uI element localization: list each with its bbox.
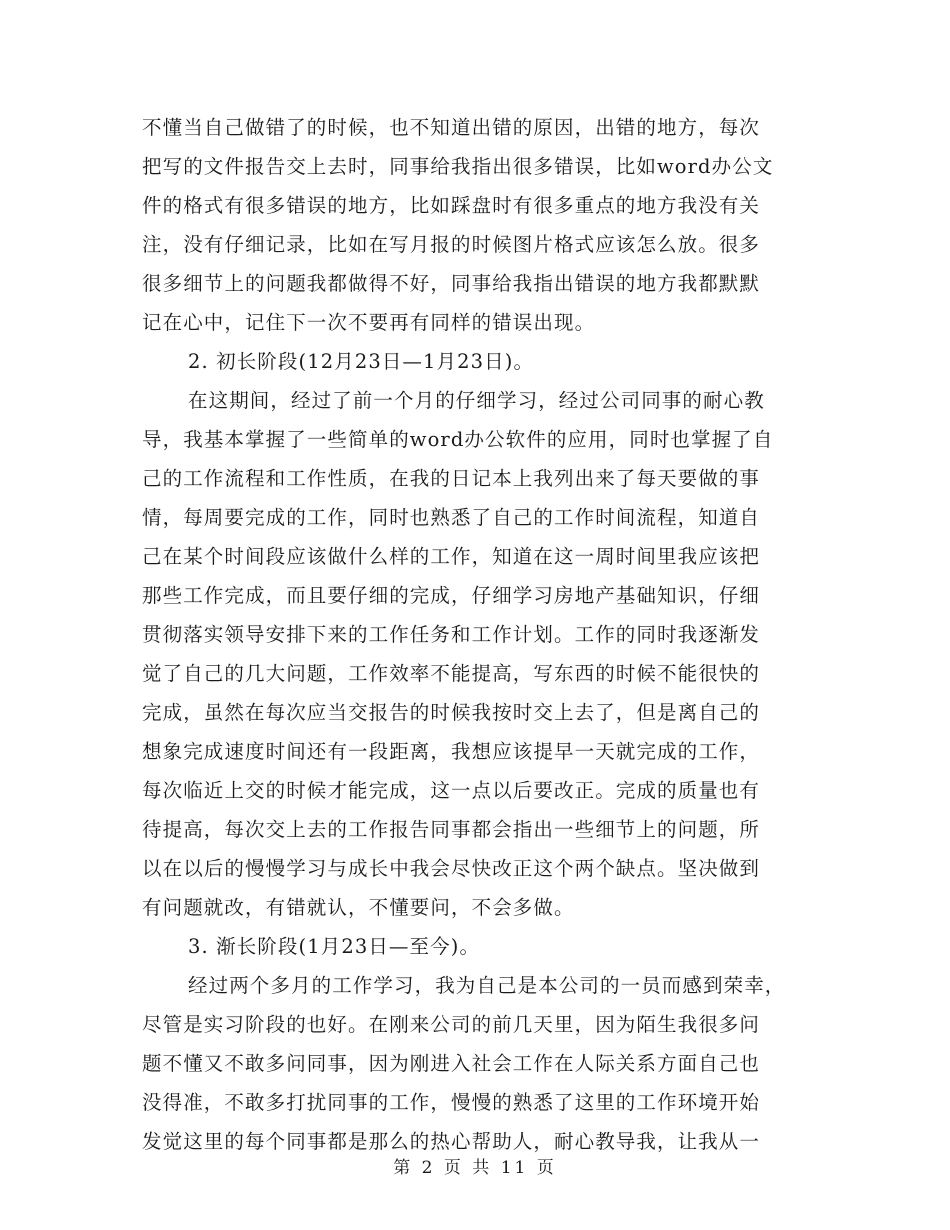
text-line: 觉了自己的几大问题，工作效率不能提高，写东西的时候不能很快的 (142, 662, 761, 685)
text-line: 经过两个多月的工作学习，我为自己是本公司的一员而感到荣幸， (188, 974, 786, 997)
text-line: 己在某个时间段应该做什么样的工作，知道在这一周时间里我应该把 (142, 545, 761, 568)
text-line: 想象完成速度时间还有一段距离，我想应该提早一天就完成的工作， (142, 740, 761, 763)
text-line: 每次临近上交的时候才能完成，这一点以后要改正。完成的质量也有 (142, 779, 761, 802)
text-line: 待提高，每次交上去的工作报告同事都会指出一些细节上的问题，所 (142, 818, 761, 841)
text-line: 注，没有仔细记录，比如在写月报的时候图片格式应该怎么放。很多 (142, 233, 761, 256)
text-line: 题不懂又不敢多问同事，因为刚进入社会工作在人际关系方面自己也 (142, 1052, 761, 1075)
text-line: 己的工作流程和工作性质，在我的日记本上我列出来了每天要做的事 (142, 467, 761, 490)
text-line: 在这期间，经过了前一个月的仔细学习，经过公司同事的耐心教 (188, 389, 765, 412)
text-line: 导，我基本掌握了一些简单的word办公软件的应用，同时也掌握了自 (142, 428, 774, 451)
text-line: 以在以后的慢慢学习与成长中我会尽快改正这个两个缺点。坚决做到 (142, 857, 761, 880)
text-line: 没得准，不敢多打扰同事的工作，慢慢的熟悉了这里的工作环境开始 (142, 1091, 761, 1114)
text-line: 把写的文件报告交上去时，同事给我指出很多错误，比如word办公文 (142, 155, 774, 178)
text-line: 贯彻落实领导安排下来的工作任务和工作计划。工作的同时我逐渐发 (142, 623, 761, 646)
page-footer: 第 2 页 共 11 页 (393, 1158, 557, 1178)
text-line: 那些工作完成，而且要仔细的完成，仔细学习房地产基础知识，仔细 (142, 584, 761, 607)
text-line: 不懂当自己做错了的时候，也不知道出错的原因，出错的地方，每次 (142, 116, 761, 139)
text-line: 发觉这里的每个同事都是那么的热心帮助人，耐心教导我，让我从一 (142, 1130, 761, 1153)
text-line: 2. 初长阶段(12月23日—1月23日)。 (188, 350, 535, 373)
text-line: 情，每周要完成的工作，同时也熟悉了自己的工作时间流程，知道自 (142, 506, 761, 529)
document-body (142, 108, 808, 1161)
text-line: 尽管是实习阶段的也好。在刚来公司的前几天里，因为陌生我很多问 (142, 1013, 761, 1036)
text-line: 件的格式有很多错误的地方，比如踩盘时有很多重点的地方我没有关 (142, 194, 761, 217)
text-line: 很多细节上的问题我都做得不好，同事给我指出错误的地方我都默默 (142, 272, 761, 295)
text-line: 完成，虽然在每次应当交报告的时候我按时交上去了，但是离自己的 (142, 701, 761, 724)
text-line: 3. 渐长阶段(1月23日—至今)。 (188, 935, 481, 958)
text-line: 记在心中，记住下一次不要再有同样的错误出现。 (142, 311, 596, 334)
text-line: 有问题就改，有错就认，不懂要问，不会多做。 (142, 896, 575, 919)
